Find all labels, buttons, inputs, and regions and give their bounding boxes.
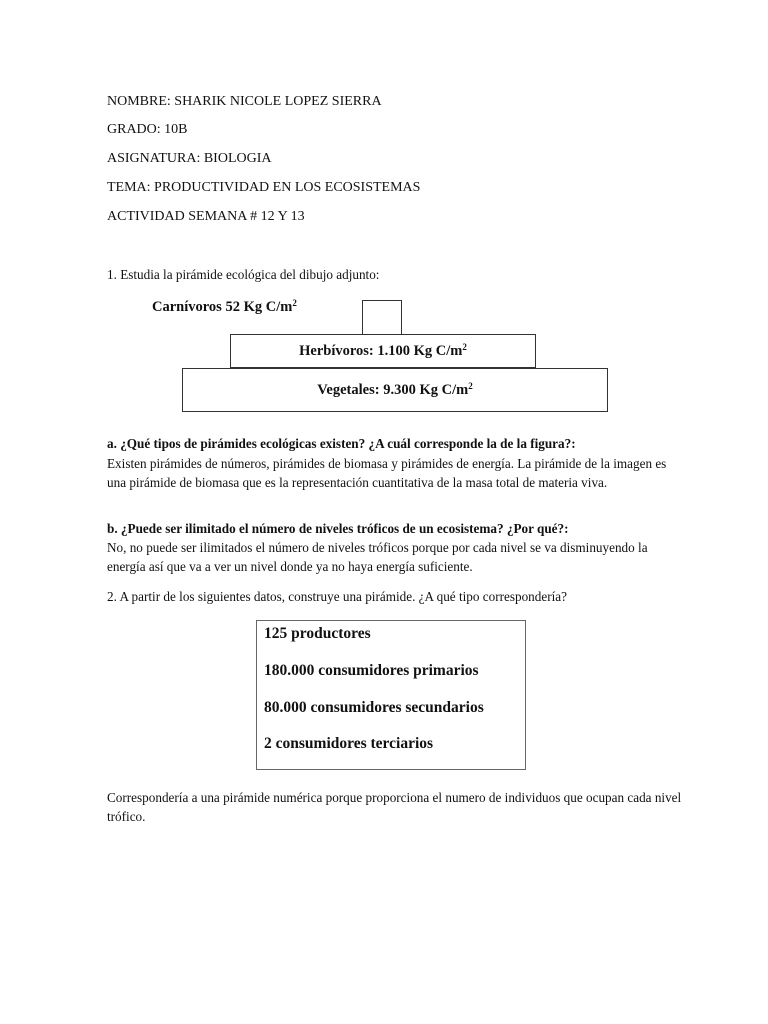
header-actividad: ACTIVIDAD SEMANA # 12 Y 13 (107, 209, 305, 224)
pyramid-label-vegetales: Vegetales: 9.300 Kg $C/m^2$ (317, 381, 473, 398)
header-nombre: NOMBRE: SHARIK NICOLE LOPEZ SIERRA (107, 94, 382, 109)
data-row: 180.000 consumidores primarios (264, 662, 479, 679)
header-asignatura: ASIGNATURA: BIOLOGIA (107, 151, 272, 166)
pyramid-level-carnivoros (362, 300, 402, 336)
header-grado: GRADO: 10B (107, 122, 188, 137)
data-row: 125 productores (264, 625, 371, 642)
pyramid-label-carnivoros: Carnívoros 52 Kg $C/m^2$ (152, 298, 297, 315)
answer-b: No, no puede ser ilimitados el número de niveles tróficos porque por cada nivel se va disminuyendo la energía así que va a ver un nivel donde ya no haya energía suficiente. (107, 540, 648, 574)
data-table-box (256, 620, 526, 770)
pyramid-label-herbivoros: Herbívoros: 1.100 Kg $C/m^2$ (299, 342, 467, 359)
question-1-prompt: 1. Estudia la pirámide ecológica del dibujo adjunto: (107, 267, 380, 282)
question-b: b. ¿Puede ser ilimitado el número de niveles tróficos de un ecosistema? ¿Por qué?: (107, 521, 569, 536)
pyramid-level-herbivoros (230, 334, 536, 368)
header-tema: TEMA: PRODUCTIVIDAD EN LOS ECOSISTEMAS (107, 180, 421, 195)
biomass-pyramid (150, 296, 610, 414)
answer-2: Correspondería a una pirámide numérica porque proporciona el numero de individuos que ocupan cada nivel trófico. (107, 790, 682, 824)
question-a: a. ¿Qué tipos de pirámides ecológicas existen? ¿A cuál corresponde la de la figura?: (107, 436, 576, 451)
data-row: 80.000 consumidores secundarios (264, 699, 484, 716)
data-row: 2 consumidores terciarios (264, 735, 434, 752)
pyramid-level-vegetales (182, 368, 608, 412)
answer-a: Existen pirámides de números, pirámides de biomasa y pirámides de energía. La pirámide de la imagen es una pirámide de biomasa que es la representación cuantitativa de la masa total de materia viva. (107, 456, 667, 490)
question-2-prompt: 2. A partir de los siguientes datos, construye una pirámide. ¿A qué tipo correspondería? (107, 589, 567, 604)
